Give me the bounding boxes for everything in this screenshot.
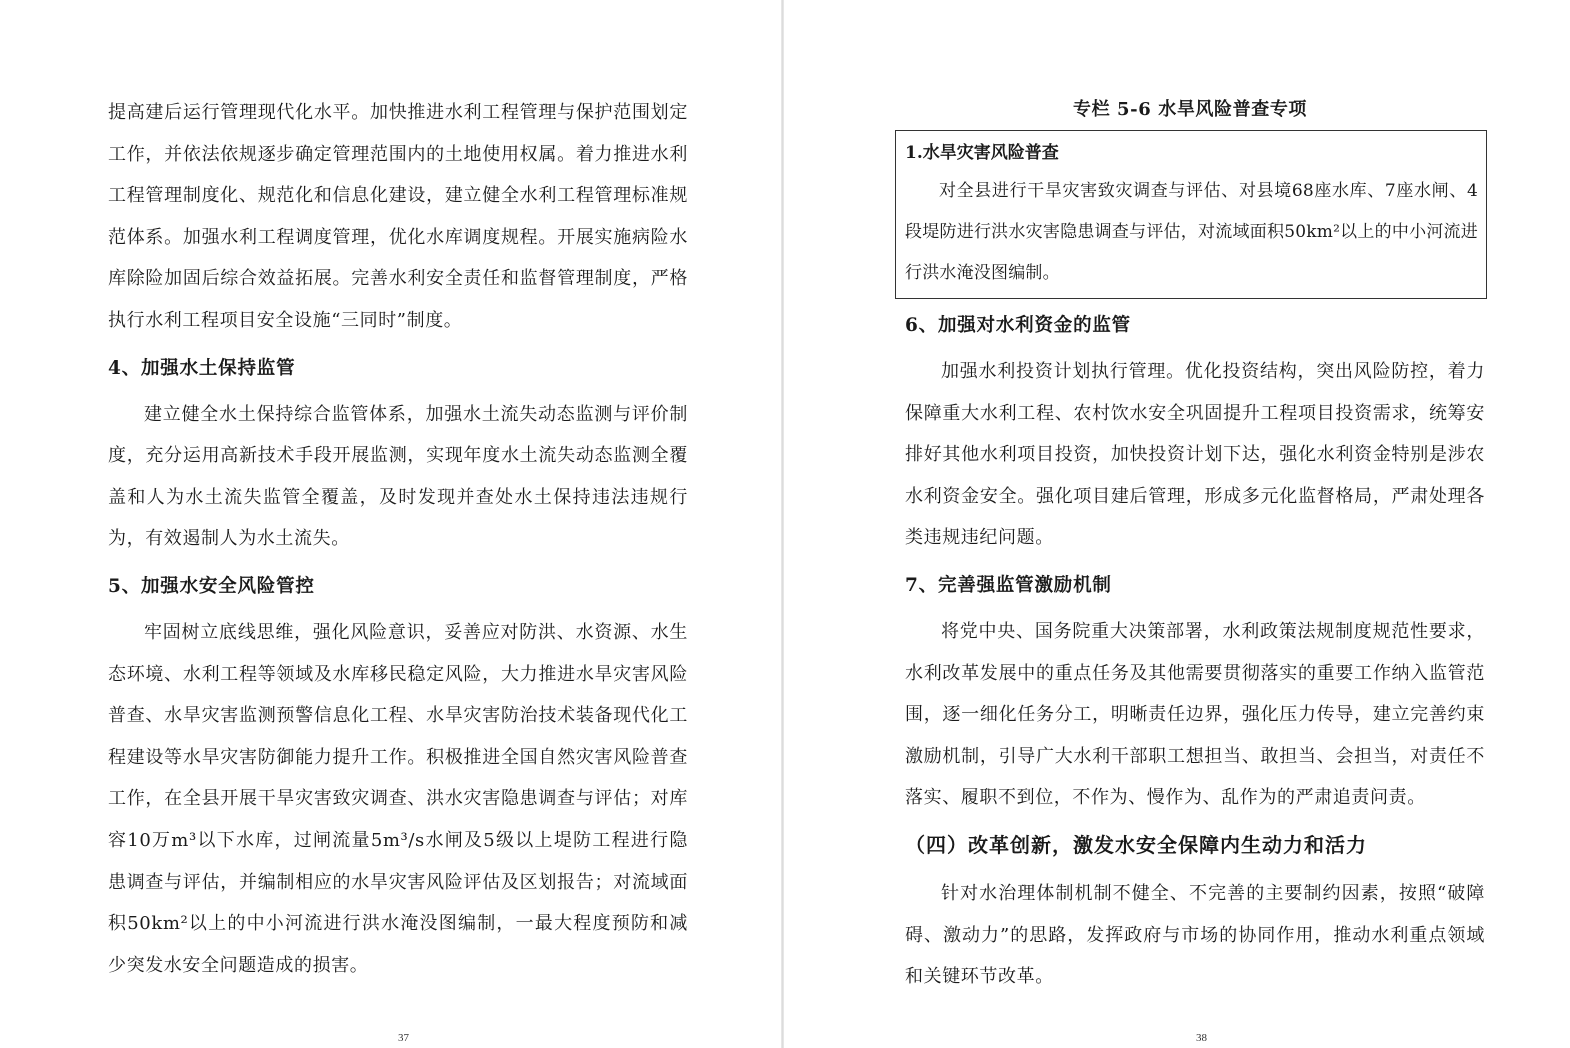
paragraph-soil-conservation: 建立健全水土保持综合监管体系，加强水土流失动态监测与评价制度，充分运用高新技术手段开展监测，实现年度水土流失动态监测全覆盖和人为水土流失监管全覆盖，及时发现并查处水土保持违法违规行为，有效遏制人为水土流失。 — [108, 403, 688, 550]
column-box-title: 专栏 5-6 水旱风险普查专项 — [1072, 99, 1308, 120]
column-box — [895, 130, 1487, 299]
page-number-right: 38 — [1196, 1032, 1207, 1044]
paragraph-reform: 针对水治理体制机制不健全、不完善的主要制约因素，按照“破障碍、激动力”的思路，发挥政府与市场的协同作用，推动水利重点领域和关键环节改革。 — [905, 882, 1485, 988]
page-gutter — [781, 0, 784, 1048]
heading-fund-supervision: 6、加强对水利资金的监管 — [905, 315, 1131, 336]
heading-soil-conservation: 4、加强水土保持监管 — [108, 357, 296, 379]
paragraph-water-safety-risk: 牢固树立底线思维，强化风险意识，妥善应对防洪、水资源、水生态环境、水利工程等领域及水库移民稳定风险，大力推进水旱灾害风险普查、水旱灾害监测预警信息化工程、水旱灾害防治技术装备现代化工程建设等水旱灾害防御能力提升工作。积极推进全国自然灾害风险普查工作，在全县开展干旱灾害致灾调查、洪水灾害隐患调查与评估；对库容10万m³以下水库，过闸流量5m³/s水闸及5级以上堤防工程进行隐患调查与评估，并编制相应的水旱灾害风险评估及区划报告；对流域面积50km²以上的中小河流进行洪水淹没图编制，一最大程度预防和减少突发水安全问题造成的损害。 — [108, 621, 688, 976]
paragraph-fund-supervision: 加强水利投资计划执行管理。优化投资结构，突出风险防控，着力保障重大水利工程、农村饮水安全巩固提升工程项目投资需求，统筹安排好其他水利项目投资，加快投资计划下达，强化水利资金特别是涉农水利资金安全。强化项目建后管理，形成多元化监督格局，严肃处理各类违规违纪问题。 — [905, 361, 1485, 549]
page-left-content — [108, 92, 688, 986]
page-right-content — [905, 92, 1485, 998]
column-box-subtitle: 1.水旱灾害风险普查 — [905, 143, 1059, 163]
section-heading-reform: （四）改革创新，激发水安全保障内生动力和活力 — [905, 832, 1367, 857]
page-left — [0, 0, 784, 1048]
paragraph-incentive-mechanism: 将党中央、国务院重大决策部署，水利政策法规制度规范性要求，水利改革发展中的重点任务及其他需要贯彻落实的重要工作纳入监管范围，逐一细化任务分工，明晰责任边界，强化压力传导，建立完善约束激励机制，引导广大水利干部职工想担当、敢担当、会担当，对责任不落实、履职不到位，不作为、慢作为、乱作为的严肃追责问责。 — [905, 620, 1485, 809]
page-number-left: 37 — [398, 1032, 409, 1044]
column-box-paragraph: 对全县进行干旱灾害致灾调查与评估、对县境68座水库、7座水闸、4段堤防进行洪水灾害隐患调查与评估，对流域面积50km²以上的中小河流进行洪水淹没图编制。 — [905, 181, 1478, 283]
page-right — [785, 0, 1570, 1048]
paragraph-management-modernization: 提高建后运行管理现代化水平。加快推进水利工程管理与保护范围划定工作，并依法依规逐步确定管理范围内的土地使用权属。着力推进水利工程管理制度化、规范化和信息化建设，建立健全水利工程管理标准规范体系。加强水利工程调度管理，优化水库调度规程。开展实施病险水库除险加固后综合效益拓展。完善水利安全责任和监督管理制度，严格执行水利工程项目安全设施“三同时”制度。 — [108, 102, 688, 331]
heading-water-safety-risk: 5、加强水安全风险管控 — [108, 575, 315, 597]
heading-incentive-mechanism: 7、完善强监管激励机制 — [905, 574, 1112, 596]
